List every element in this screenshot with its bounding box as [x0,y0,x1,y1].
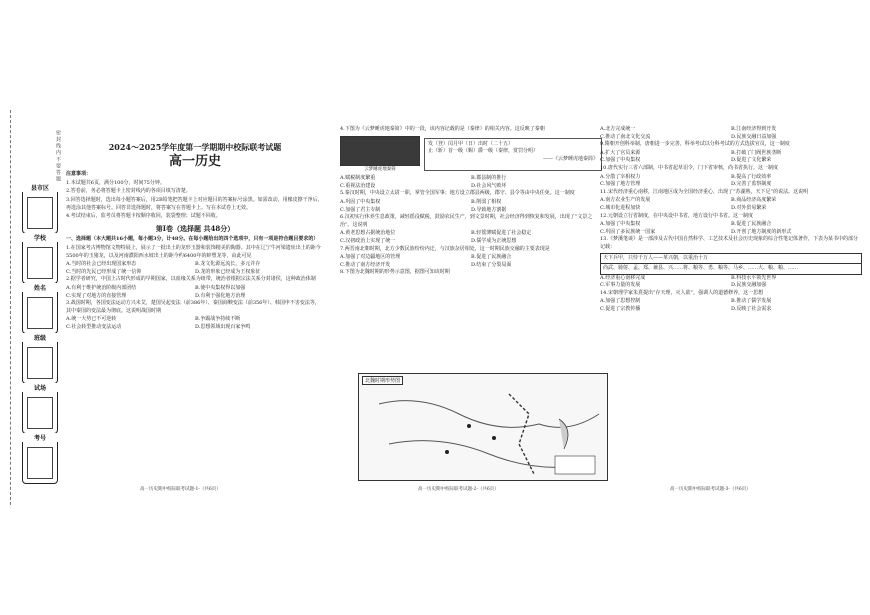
option: B.削弱了相权 [471,198,502,205]
options [66,293,324,301]
option: B.郡县制的推行 [471,175,507,182]
question-3: 3.战国时期，各国变法运动方兴未艾，楚国吴起变法（前386年）、秦国商鞅变法（前356年）、韩国申不害变法等，其中秦国的变法最为彻底。这说明战国时期 [66,300,320,314]
q4-quote [424,138,602,172]
quote-line: 发（登）闰月甲（日）出时（二十五） [428,140,514,147]
option: B.促进了民族融合 [471,254,512,261]
option: C.社会转型推动变法运动 [66,323,122,330]
option: D.完善了监察制度 [731,181,772,188]
option: B.江南经济得到开发 [731,126,777,132]
field-room [22,384,58,434]
quote-source: ——《云梦睡虎地秦简》 [542,155,598,162]
options [600,197,862,205]
seal-hint: 密 封 线 内 不 要 答 题 [55,130,61,182]
section-intro: 一、选择题（本大题共16小题，每小题3分，计48分。在每小题给出的四个选项中，只有一项是符合题目要求的） [66,236,319,243]
option: A.有利于维护统治阶级内部团结 [66,284,137,291]
option: A.赋税制度繁重 [340,175,376,182]
options [340,175,602,183]
option: D.导致地方割据 [471,206,507,213]
field-school [22,234,58,284]
paper-title: 2024～2025学年度第一学期期中校际联考试题 [108,142,282,152]
options [340,199,602,207]
option: D.民族交融日益加强 [731,133,777,140]
field-number [22,434,58,484]
map-title: 北魏时期形势图 [362,376,403,385]
option: D.对外贸易繁荣 [731,204,767,211]
field-label: 考号 [21,433,59,442]
page-footer: 高一历史期中校际联考试题-2-（共6页） [418,487,499,492]
image-caption: 云梦睡虎地秦简 [364,166,396,172]
option: A.分散了宰相权力 [600,173,641,180]
option: A.黄老思想占据统治地位 [340,230,396,237]
option: B.促进了民族融合 [731,221,772,228]
question-13: 13.《梦溪笔谈》是一部涉及古代中国自然科学、工艺技术及社会历史现象的综合性笔记体著作，下表为某书中的部分记载： [600,236,858,250]
option: C.当时的先民已经形成了统一信仰 [66,268,142,275]
option: C.实现了对地方的直接管理 [66,292,127,299]
option: B.推动了儒学发展 [731,298,772,305]
option: D.有利于强化地方治理 [195,292,246,299]
field-blank [27,447,53,479]
quote-line: 止（斩）首一级（赐）爵一级（秦律，赏罚分明） [428,148,539,155]
options [340,230,602,238]
question-1: 1.在国家考古博物馆文物特展上，展示了一批出土的龙形玉器和装饰精美的陶器。其中在辽宁牛河梁遗址出土的距今5500年的玉猪龙，以及河南濮阳西水坡出土的距今约6400年的蚌塑龙等，由此可见 [66,244,321,259]
option: C.加强了中央集权 [600,157,641,164]
option: D.民族交融加强 [731,282,767,289]
option: D.促进了文化繁荣 [731,157,772,164]
page-footer: 高一历史期中校际联考试题-1-（共6页） [140,487,221,492]
option: C.推动了南方经济开发 [340,261,391,268]
notice-item: 3.回答选择题时，选出每小题答案后，用2B铅笔把答题卡上对应题目的答案标号涂黑。如需改动，用橡皮擦干净后，再选涂其他答案标号。回答非选择题时，将答案写在答题卡上。写在本试卷上无效。 [66,196,323,211]
question-10: 10.唐代实行三省六部制，中书省起草诏令，门下省审核，尚书省执行。这一制度 [600,164,778,171]
option: C.促进了宗教传播 [600,306,641,313]
q13-table [600,253,862,275]
notice-item: 2.答卷前，务必将答题卡上密封线内的各项目填写清楚。 [66,188,191,195]
binding-strip [8,110,60,505]
option: B.龙文化源远流长，多元并存 [195,261,261,268]
field-blank [27,247,53,279]
page-footer: 高一历史期中校际联考试题-3-（共6页） [670,487,751,492]
option: C.推动了南北文化交流 [600,133,651,140]
options [600,126,862,134]
column-1 [66,120,324,331]
notice-item: 1.本试题共6页，满分100分，时间75分钟。 [66,179,165,186]
notice-heading: 注意事项： [66,171,92,178]
table-cell: 尚武、骑射、孟、郑、兼县、兴……将、粮等、勇、粮等、马乡、……大、粮、粮、…… [601,264,862,275]
seal-line [10,110,15,505]
table-cell: 天下兵甲，只恃千万人——革兴朝，以重治十万 [601,253,862,264]
option: A.统一大势已不可逆转 [66,316,117,323]
option: A.加强了中央集权 [600,221,641,228]
options [66,261,324,269]
bamboo-slip-image [340,136,420,166]
option: A.经济重心南移完成 [600,274,646,281]
option: C.军事力量的发展 [600,282,641,289]
options [600,221,862,229]
options [600,157,862,165]
option: D.思想领域出现百家争鸣 [195,323,251,330]
option: A.加强了思想控制 [600,298,641,305]
option: D.开创了地方制度的新形式 [731,228,792,235]
option: D.反映了社会需求 [731,306,772,313]
option: C.重视法治建设 [340,182,376,189]
notice-item: 4.考试结束后，监考员将答题卡按顺序收回，装袋整理；试题不回收。 [66,213,221,220]
option: A.加强了对边疆地区的管理 [340,254,401,261]
option: A.南方农业生产的发展 [600,197,651,204]
option: B.商品经济高度繁荣 [731,197,777,204]
field-class [22,334,58,384]
options [66,285,324,293]
field-label: 试场 [21,383,59,392]
option: D.社会风气败坏 [471,182,507,189]
option: B.轻徭薄赋促进了社会稳定 [471,230,532,237]
question-14: 14.宋朝理学家朱熹提出“存天理，灭人欲”，强调人的道德修养，这一思想 [600,289,764,296]
option: A.巩固了中央集权 [340,198,381,205]
options [600,306,862,314]
field-blank [27,197,53,229]
option: A.北方完成统一 [600,126,636,132]
column-2 [340,126,602,278]
option: D.儒学成为正统思想 [471,237,517,244]
field-blank [27,397,53,429]
option: A.扩大了官员来源 [600,149,641,156]
question-7: 7.两晋南北朝时期，北方少数民族纷纷内迁，与汉族杂居相处，这一时期民族交融的主要表现是 [340,245,550,252]
option: D.结束了分裂局面 [471,261,512,268]
option: C.加强了君主专制 [340,206,381,213]
option: C.汉初政治上实现了统一 [340,237,396,244]
question-4: 4.下图为《云梦睡虎地秦简》中的一段，该内容记载的是（秦律）的相关内容。这反映了秦朝 [340,126,545,132]
field-blank [27,347,53,379]
q4-image [340,136,420,174]
options [600,282,862,290]
options [340,254,602,262]
field-label: 班级 [21,333,59,342]
column-3 [600,126,862,314]
option: C.巩固了多民族统一国家 [600,228,656,235]
options [600,181,862,189]
paper-subject: 高一历史 [168,153,221,169]
question-2: 2.据学者研究，中国上古时代形成的早期国家，以血缘关系为纽带，统治者根据宗法关系分封诸侯，这种政治体制 [66,276,316,283]
option: A.当时的社会已经出现国家形态 [66,261,137,268]
field-blank [27,297,53,329]
option: B.打破了门阀世族垄断 [731,149,782,156]
option: B.科技水平领先世界 [731,274,777,281]
question-5: 5.秦汉时期，中央设立太尉一职，掌管全国军事；地方设立郡县两级，郡守、县令等由中央任免。这一制度 [340,190,575,197]
q4-material [340,136,602,174]
question-6: 6.汉初实行休养生息政策，减轻徭役赋税，鼓励农民生产，到文景时期，社会经济得到恢复和发展，出现了“文景之治”。这说明 [340,214,593,228]
field-county [22,184,58,234]
option: B.提高了行政效率 [731,173,772,180]
option: B.争霸战争持续不断 [195,316,241,323]
options [66,324,324,332]
field-label: 县市区 [21,183,59,192]
question-8: 8.下图为北魏时期的形势示意图，据图可知该时期 [340,269,450,276]
section-heading: 第Ⅰ卷（选择题 共48分） [155,223,235,233]
options [600,298,862,306]
option: C.城市化进程加快 [600,204,641,211]
option: C.加强了地方管理 [600,181,641,188]
options [66,316,324,324]
options [600,205,862,213]
option: D.龙的形象已经成为王权象征 [195,268,261,275]
question-12: 12.元朝设立行省制度，在中央设中书省，地方设行中书省。这一制度 [600,212,753,219]
map-drawing [359,374,607,480]
question-11: 11.宋代经济重心南移，江南地区成为全国经济重心，出现了“苏湖熟，天下足”的说法。这说明 [600,188,809,195]
historical-map [358,373,608,481]
field-label: 姓名 [21,283,59,292]
options [340,238,602,246]
option: B.使中央集权得以加强 [195,284,246,291]
field-label: 学校 [21,233,59,242]
question-9: 9.隋朝开创科举制，唐朝进一步完善，科举考试以分科考试的方式选拔官员，这一制度 [600,141,790,148]
field-name [22,284,58,334]
